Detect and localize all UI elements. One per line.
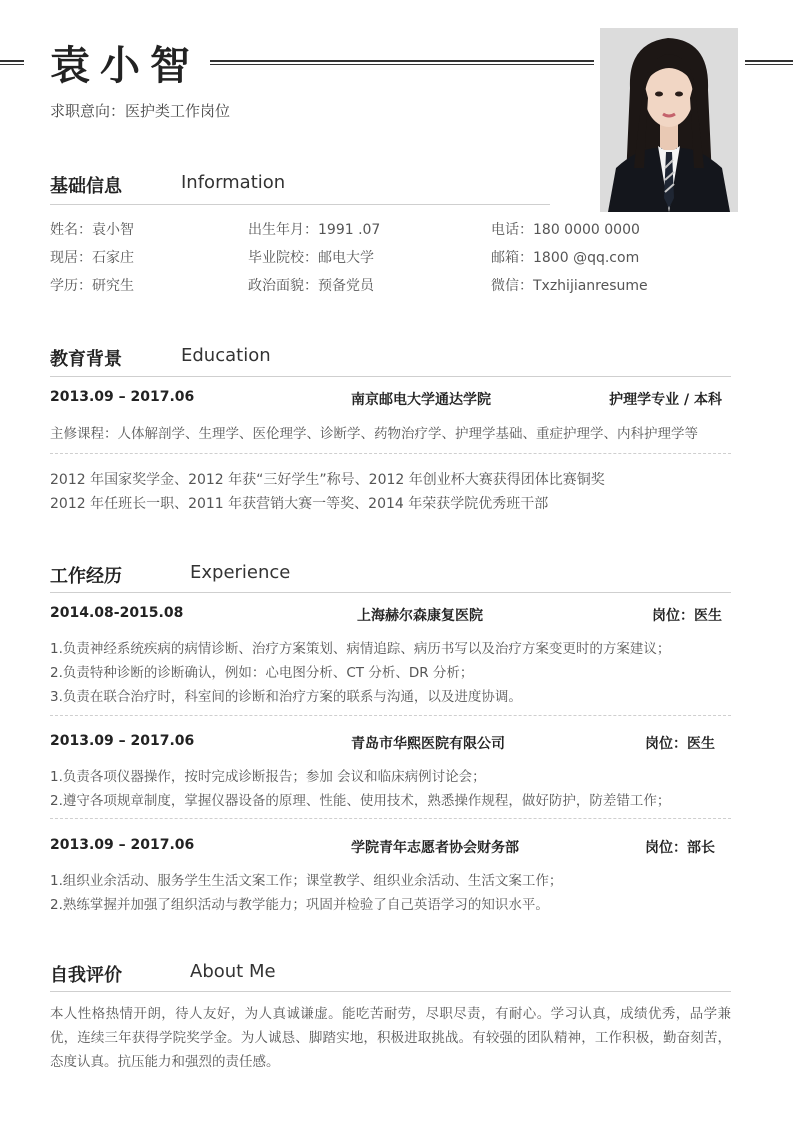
job-company: 学院青年志愿者协会财务部 <box>351 840 519 856</box>
job-duty-line: 2.熟练掌握并加强了组织活动与教学能力；巩固并检验了自己英语学习的知识水平。 <box>50 897 549 913</box>
job-intent-value: 医护类工作岗位 <box>125 102 231 120</box>
job-duty-line: 3.负责在联合治疗时，科室间的诊断和治疗方案的联系与沟通，以及进度协调。 <box>50 689 522 705</box>
section-subtitle-experience: Experience <box>190 562 291 583</box>
job-duty-line: 2.负责特种诊断的诊断确认，例如：心电图分析、CT 分析、DR 分析； <box>50 665 474 681</box>
section-subtitle-education: Education <box>181 345 271 366</box>
job-duty-line: 1.负责各项仪器操作，按时完成诊断报告；参加 会议和临床病例讨论会； <box>50 769 486 785</box>
job-duty-line: 1.组织业余活动、服务学生生活文案工作；课堂教学、组织业余活动、生活文案工作； <box>50 873 563 889</box>
info-wechat: 微信：Txzhijianresume <box>491 278 648 294</box>
job-role: 岗位：医生 <box>645 736 715 752</box>
job-company: 青岛市华熙医院有限公司 <box>351 736 505 752</box>
profile-photo <box>600 28 738 212</box>
education-award-line: 2012 年任班长一职、2011 年获营销大赛一等奖、2014 年荣获学院优秀班干部 <box>50 496 549 512</box>
section-divider-experience <box>50 592 731 593</box>
section-title-experience: 工作经历 <box>50 566 122 587</box>
header-rule-left <box>0 60 24 65</box>
candidate-name: 袁小智 <box>50 43 200 89</box>
job-duty-line: 2.遵守各项规章制度，掌握仪器设备的原理、性能、使用技术，熟悉操作规程，做好防护，防差错工作； <box>50 793 671 809</box>
job-intent-label: 求职意向： <box>50 102 126 120</box>
job-dash-divider <box>50 818 731 819</box>
portrait-illustration <box>600 28 738 212</box>
education-major: 护理学专业 / 本科 <box>609 392 722 408</box>
info-email: 邮箱：1800 @qq.com <box>491 250 640 266</box>
section-divider-info <box>50 204 550 205</box>
header-rule-middle <box>210 60 594 65</box>
job-role: 岗位：部长 <box>645 840 715 856</box>
section-divider-education <box>50 376 731 377</box>
info-degree: 学历：研究生 <box>50 278 134 294</box>
about-text: 本人性格热情开朗，待人友好，为人真诚谦虚。能吃苦耐劳，尽职尽责，有耐心。学习认真，成绩优秀，品学兼优，连续三年获得学院奖学金。为人诚恳、脚踏实地，积极进取挑战。有较强的团队精神，工作积极，勤奋刻苦，态度认真。抗压能力和强烈的责任感。 <box>50 1006 731 1070</box>
section-title-about: 自我评价 <box>50 965 122 986</box>
section-subtitle-about: About Me <box>190 961 276 982</box>
info-birth: 出生年月：1991 .07 <box>248 222 381 238</box>
job-dash-divider <box>50 715 731 716</box>
education-courses: 主修课程：人体解剖学、生理学、医伦理学、诊断学、药物治疗学、护理学基础、重症护理学、内科护理学等 <box>50 426 698 442</box>
header-rule-right <box>745 60 793 65</box>
education-dash-divider <box>50 453 731 454</box>
job-duty-line: 1.负责神经系统疾病的病情诊断、治疗方案策划、病情追踪、病历书写以及治疗方案变更时的方案建议； <box>50 641 671 657</box>
education-school: 南京邮电大学通达学院 <box>351 392 491 408</box>
section-divider-about <box>50 991 731 992</box>
education-award-line: 2012 年国家奖学金、2012 年获“三好学生”称号、2012 年创业杯大赛获得团体比赛铜奖 <box>50 472 605 488</box>
education-period: 2013.09 – 2017.06 <box>50 389 195 405</box>
job-intent <box>50 100 230 121</box>
info-name: 姓名：袁小智 <box>50 222 134 238</box>
job-role: 岗位：医生 <box>652 608 722 624</box>
info-phone: 电话：180 0000 0000 <box>491 222 640 238</box>
info-residence: 现居：石家庄 <box>50 250 134 266</box>
info-school: 毕业院校：邮电大学 <box>248 250 374 266</box>
job-period: 2014.08-2015.08 <box>50 605 184 621</box>
job-period: 2013.09 – 2017.06 <box>50 837 195 853</box>
section-title-info: 基础信息 <box>50 176 122 197</box>
section-title-education: 教育背景 <box>50 349 122 370</box>
job-company: 上海赫尔森康复医院 <box>357 608 483 624</box>
info-politics: 政治面貌：预备党员 <box>248 278 374 294</box>
section-subtitle-info: Information <box>181 172 286 193</box>
job-period: 2013.09 – 2017.06 <box>50 733 195 749</box>
